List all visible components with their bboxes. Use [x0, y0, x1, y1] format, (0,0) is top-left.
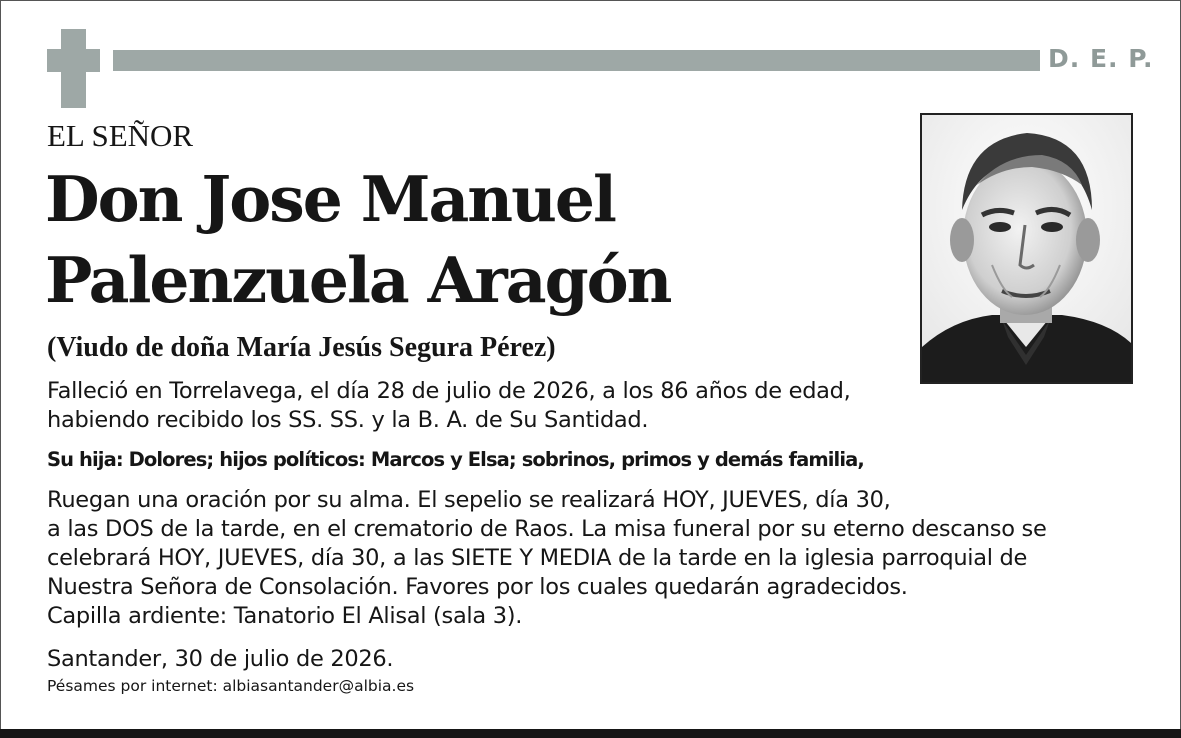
bottom-rule	[0, 729, 1181, 738]
portrait-image	[922, 115, 1131, 382]
death-line: habiendo recibido los SS. SS. y la B. A. de Su Santidad.	[47, 407, 649, 433]
death-details	[47, 377, 851, 435]
place-date	[47, 645, 393, 674]
funeral-line: a las DOS de la tarde, en el crematorio de Raos. La misa funeral por su eterno descanso se	[47, 516, 1047, 542]
place-date-text: Santander, 30 de julio de 2026.	[47, 646, 394, 672]
death-line: Falleció en Torrelavega, el día 28 de julio de 2026, a los 86 años de edad,	[47, 378, 851, 404]
family-line: Su hija: Dolores; hijos políticos: Marcos y Elsa; sobrinos, primos y demás familia,	[47, 448, 864, 471]
funeral-line: celebrará HOY, JUEVES, día 30, a las SIETE Y MEDIA de la tarde en la iglesia parroquial de	[47, 545, 1028, 571]
widow-of: (Viudo de doña María Jesús Segura Pérez)	[47, 332, 556, 363]
funeral-line: Nuestra Señora de Consolación. Favores por los cuales quedarán agradecidos.	[47, 574, 908, 600]
dep-label: D. E. P.	[1048, 44, 1154, 73]
deceased-name-line2: Palenzuela Aragón	[45, 243, 671, 317]
funeral-line: Capilla ardiente: Tanatorio El Alisal (sala 3).	[47, 603, 523, 629]
deceased-name-line1: Don Jose Manuel	[45, 162, 615, 236]
title-prefix: EL SEÑOR	[47, 118, 194, 153]
funeral-details	[47, 486, 1047, 631]
cross-icon-arm	[47, 49, 100, 72]
portrait-photo	[920, 113, 1133, 384]
condolences-email: Pésames por internet: albiasantander@albia.es	[47, 677, 415, 695]
header-rule	[113, 50, 1040, 71]
funeral-line: Ruegan una oración por su alma. El sepelio se realizará HOY, JUEVES, día 30,	[47, 487, 891, 513]
